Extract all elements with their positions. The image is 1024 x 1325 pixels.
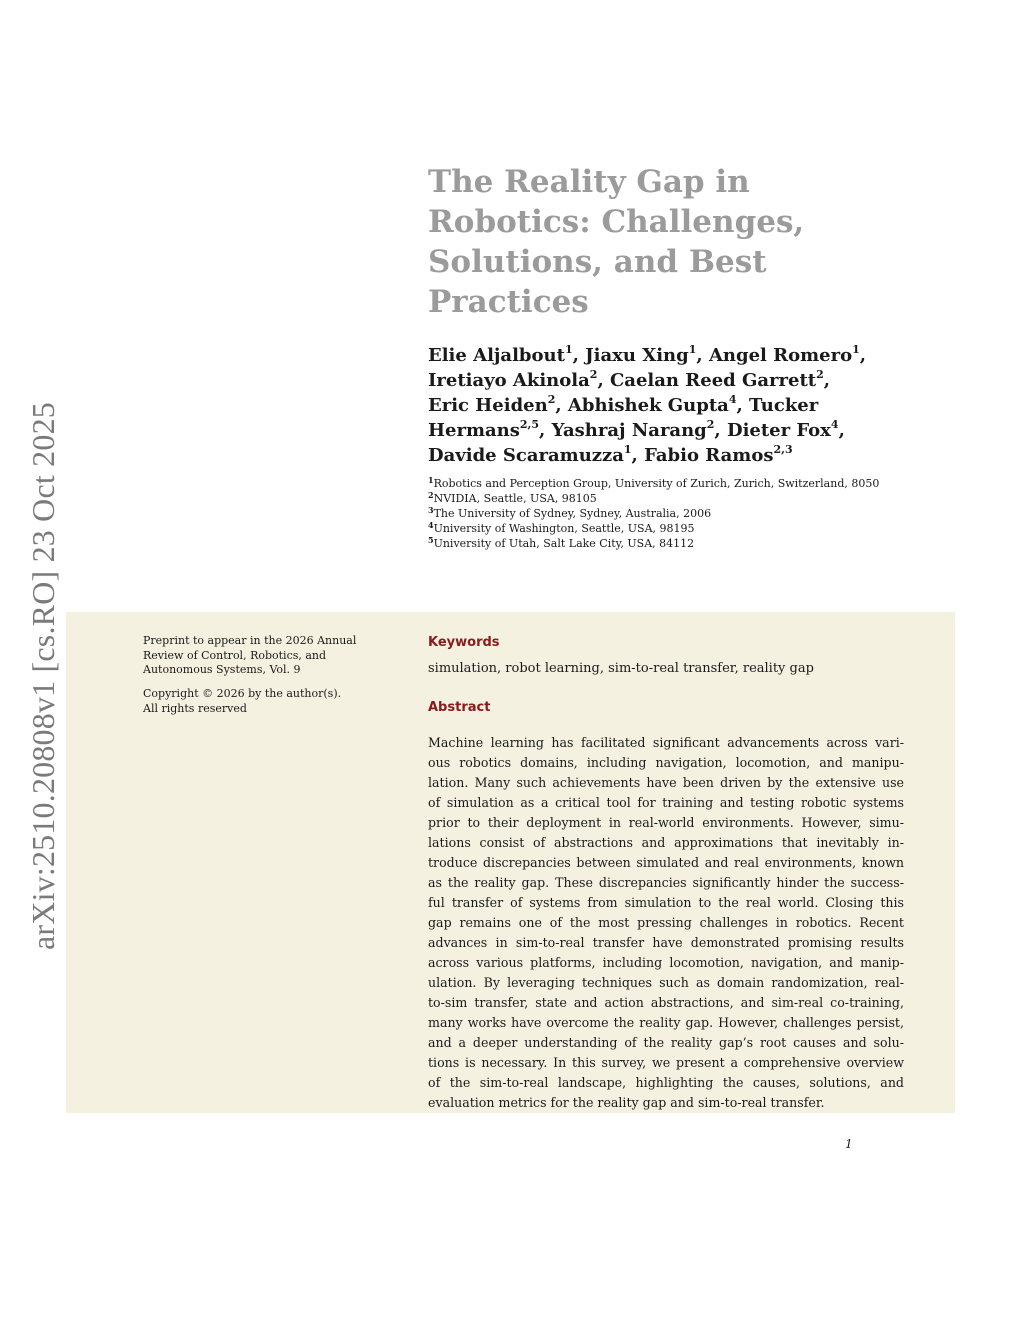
abstract-line: ful transfer of systems from simulation to the real world. Closing this [428, 895, 904, 910]
author-name-part: Tucker [749, 395, 819, 416]
author-affiliation-mark: 1 [564, 343, 573, 356]
affiliation-text: Robotics and Perception Group, University of Zurich, Zurich, Switzerland, 8050 [433, 477, 880, 490]
abstract-line: many works have overcome the reality gap. However, challenges persist, [428, 1015, 904, 1030]
page-number: 1 [845, 1137, 853, 1151]
affiliation-number: 4 [428, 520, 434, 530]
affiliation-list [428, 476, 928, 551]
paper-title [428, 162, 868, 322]
affiliation-text: NVIDIA, Seattle, USA, 98105 [433, 492, 597, 505]
author-name: Davide Scaramuzza [428, 445, 624, 466]
abstract-line: of simulation as a critical tool for training and testing robotic systems [428, 795, 904, 810]
author-name: Caelan Reed Garrett [609, 370, 817, 391]
copyright-line: Copyright © 2026 by the author(s). [143, 687, 342, 701]
affiliation-text: The University of Sydney, Sydney, Australia, 2006 [433, 507, 712, 520]
author-name: Jiaxu Xing [585, 345, 689, 366]
affiliation-number: 3 [428, 505, 434, 515]
author-name: Fabio Ramos [644, 445, 774, 466]
keywords-heading: Keywords [428, 635, 500, 650]
author-name-part: Hermans [428, 420, 520, 441]
affiliation-number: 1 [428, 475, 434, 485]
abstract-heading: Abstract [428, 700, 491, 715]
affiliation [428, 506, 928, 521]
preprint-line: Preprint to appear in the 2026 Annual [143, 634, 357, 647]
abstract-line: Machine learning has facilitated significant advancements across vari- [428, 735, 904, 750]
abstract-line: lations consist of abstractions and approximations that inevitably in- [428, 835, 904, 850]
abstract-line: as the reality gap. These discrepancies significantly hinder the success- [428, 875, 904, 890]
author-name: Angel Romero [708, 345, 853, 366]
copyright-line: All rights reserved [143, 701, 247, 715]
affiliation-text: University of Washington, Seattle, USA, 98195 [433, 522, 695, 535]
title-line: Practices [428, 284, 589, 320]
affiliation [428, 536, 928, 551]
affiliation-text: University of Utah, Salt Lake City, USA, 84112 [433, 537, 695, 550]
abstract-line: of the sim-to-real landscape, highlighting the causes, solutions, and [428, 1075, 904, 1090]
author-list [428, 343, 928, 468]
author-line: Hermans$^{2,5}$, Yashraj Narang$^2$, Dieter Fox$^4$, [428, 418, 845, 441]
abstract-line: and a deeper understanding of the reality gap’s root causes and solu- [428, 1035, 904, 1050]
abstract-line: lation. Many such achievements have been driven by the extensive use [428, 775, 904, 790]
preprint-notice [143, 634, 393, 717]
author-affiliation-mark: 4 [830, 418, 839, 431]
author-name: Yashraj Narang [551, 420, 707, 441]
arxiv-identifier: arXiv:2510.20808v1 [cs.RO] 23 Oct 2025 [25, 402, 61, 950]
author-affiliation-mark: 1 [688, 343, 697, 356]
affiliation [428, 521, 928, 536]
affiliation-number: 2 [428, 490, 434, 500]
author-affiliation-mark: 2,5 [519, 418, 540, 431]
abstract-line: evaluation metrics for the reality gap and sim-to-real transfer. [428, 1095, 825, 1110]
author-name: Dieter Fox [726, 420, 831, 441]
author-affiliation-mark: 2 [706, 418, 715, 431]
author-affiliation-mark: 2 [589, 368, 598, 381]
abstract-line: tions is necessary. In this survey, we present a comprehensive overview [428, 1055, 904, 1070]
title-line: Solutions, and Best [428, 244, 767, 280]
title-line: The Reality Gap in [428, 164, 750, 200]
author-affiliation-mark: 2,3 [773, 443, 793, 456]
title-line: Robotics: Challenges, [428, 204, 805, 240]
abstract-line: ous robotics domains, including navigation, locomotion, and manipu- [428, 755, 904, 770]
affiliation-number: 5 [428, 535, 434, 545]
author-name: Iretiayo Akinola [428, 370, 590, 391]
affiliation [428, 476, 928, 491]
affiliation [428, 491, 928, 506]
author-line: Elie Aljalbout$^1$, Jiaxu Xing$^1$, Angel Romero$^1$, [428, 343, 867, 366]
abstract-line: across various platforms, including locomotion, navigation, and manip- [428, 955, 904, 970]
abstract-line: prior to their deployment in real-world environments. However, simu- [428, 815, 904, 830]
author-affiliation-mark: 2 [816, 368, 824, 381]
author-affiliation-mark: 2 [547, 393, 556, 406]
author-affiliation-mark: 1 [852, 343, 860, 356]
preprint-line: Autonomous Systems, Vol. 9 [143, 663, 301, 677]
author-name: Abhishek Gupta [567, 395, 729, 416]
keywords-text: simulation, robot learning, sim-to-real transfer, reality gap [428, 661, 814, 676]
author-line: Davide Scaramuzza$^1$, Fabio Ramos$^{2,3}$ [428, 443, 793, 466]
abstract-line: advances in sim-to-real transfer have demonstrated promising results [428, 935, 904, 950]
abstract-line: to-sim transfer, state and action abstractions, and sim-real co-training, [428, 995, 904, 1010]
abstract-line: gap remains one of the most pressing challenges in robotics. Recent [428, 915, 904, 930]
author-affiliation-mark: 1 [623, 443, 632, 456]
abstract-line: ulation. By leveraging techniques such as domain randomization, real- [428, 975, 904, 990]
author-affiliation-mark: 4 [728, 393, 737, 406]
author-line: Iretiayo Akinola$^2$, Caelan Reed Garrett$^2$, [428, 368, 831, 391]
abstract-body [428, 733, 904, 1113]
preprint-line: Review of Control, Robotics, and [143, 648, 327, 662]
author-name: Eric Heiden [428, 395, 548, 416]
abstract-line: troduce discrepancies between simulated and real environments, known [428, 855, 904, 870]
author-line: Eric Heiden$^2$, Abhishek Gupta$^4$, Tucker [428, 393, 819, 416]
author-name: Elie Aljalbout [428, 345, 565, 366]
